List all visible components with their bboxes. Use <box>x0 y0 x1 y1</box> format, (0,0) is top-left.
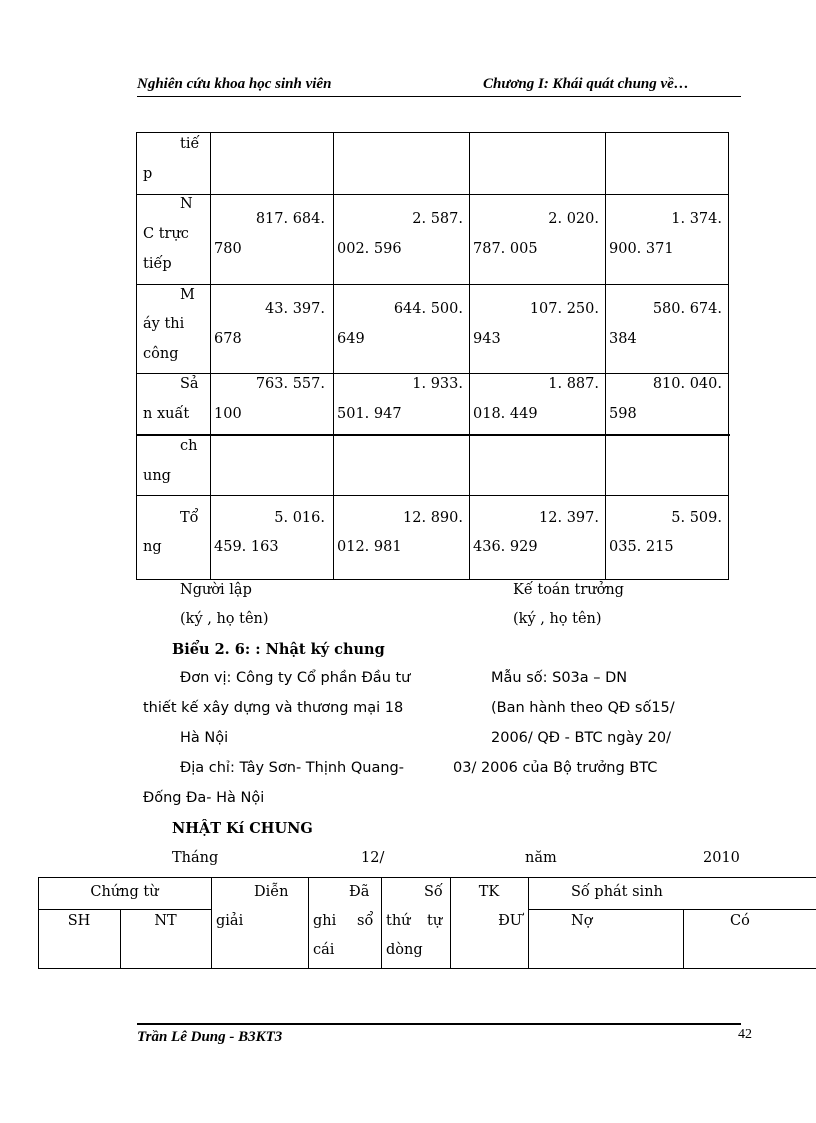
journal-title: NHẬT Kí CHUNG <box>172 820 313 837</box>
row-label: ch <box>180 438 198 454</box>
table-cell: 035. 215 <box>609 539 674 555</box>
table-cell: 810. 040. <box>652 376 722 392</box>
table-cell: 12. 397. <box>539 510 599 526</box>
col-tk-du: ĐƯ <box>498 913 522 929</box>
preparer-title: Người lập <box>180 582 252 598</box>
row-label: Sả <box>180 376 199 392</box>
table-cell: 43. 397. <box>265 301 325 317</box>
unit-line-2: thiết kế xây dựng và thương mại 18 <box>143 700 404 716</box>
row-label: ung <box>143 468 171 484</box>
template-line-2: (Ban hành theo QĐ số15/ <box>491 700 675 716</box>
table-cell: 780 <box>214 241 242 257</box>
unit-line-3: Hà Nội <box>180 730 229 746</box>
header-left: Nghiên cứu khoa học sinh viên <box>137 76 332 92</box>
header-right: Chương I: Khái quát chung về… <box>483 76 689 92</box>
table-cell: 943 <box>473 331 501 347</box>
chief-accountant-title: Kế toán trưởng <box>513 582 624 598</box>
page-number: 42 <box>738 1027 752 1042</box>
col-dien-giai: giải <box>216 913 244 929</box>
col-da-ghi-so-cai: cái <box>313 942 335 958</box>
footer-rule <box>137 1023 741 1025</box>
address-line-2: Đống Đa- Hà Nội <box>143 790 265 806</box>
year-value: 2010 <box>703 850 740 866</box>
table-cell: 100 <box>214 406 242 422</box>
col-da-ghi-so-cai: sổ <box>357 913 374 929</box>
col-co: Có <box>730 913 750 929</box>
template-line-4: 03/ 2006 của Bộ trưởng BTC <box>453 760 658 776</box>
month-value: 12/ <box>361 850 385 866</box>
header-rule <box>137 96 741 97</box>
col-so-phat-sinh: Số phát sinh <box>571 884 663 900</box>
col-da-ghi-so-cai: ghi <box>313 913 337 929</box>
table-cell: 1. 887. <box>548 376 599 392</box>
table-cell: 598 <box>609 406 637 422</box>
col-so-thu-tu-dong: thứ <box>386 913 411 929</box>
template-line-1: Mẫu số: S03a – DN <box>491 670 628 686</box>
col-so-thu-tu-dong: dòng <box>386 942 423 958</box>
col-nt: NT <box>154 913 177 929</box>
table-cell: 763. 557. <box>255 376 325 392</box>
row-label: n xuất <box>143 406 190 422</box>
col-dien-giai: Diễn <box>254 884 289 900</box>
table-cell: 2. 587. <box>412 211 463 227</box>
row-label: M <box>180 287 195 303</box>
address-line-1: Địa chỉ: Tây Sơn- Thịnh Quang- <box>180 760 404 776</box>
table-cell: 501. 947 <box>337 406 402 422</box>
table-cell: 817. 684. <box>255 211 325 227</box>
table-cell: 5. 016. <box>274 510 325 526</box>
row-label: tiế <box>180 136 200 152</box>
table-cell: 649 <box>337 331 365 347</box>
table-cell: 012. 981 <box>337 539 402 555</box>
table-cell: 459. 163 <box>214 539 279 555</box>
col-chung-tu: Chứng từ <box>90 884 159 900</box>
row-label: công <box>143 346 179 362</box>
table-cell: 12. 890. <box>403 510 463 526</box>
col-tk-du: TK <box>478 884 500 900</box>
table-cell: 678 <box>214 331 242 347</box>
table-cell: 018. 449 <box>473 406 538 422</box>
month-label: Tháng <box>172 850 219 866</box>
row-label: áy thi <box>143 316 185 332</box>
table-cell: 900. 371 <box>609 241 674 257</box>
table-cell: 5. 509. <box>671 510 722 526</box>
table-cell: 787. 005 <box>473 241 538 257</box>
form-caption: Biểu 2. 6: : Nhật ký chung <box>172 641 385 658</box>
table-cell: 644. 500. <box>393 301 463 317</box>
year-label: năm <box>525 850 557 866</box>
preparer-note: (ký , họ tên) <box>180 611 269 627</box>
table-cell: 384 <box>609 331 637 347</box>
row-label: tiếp <box>143 256 172 272</box>
row-label: N <box>180 196 193 212</box>
footer-author: Trần Lê Dung - B3KT3 <box>137 1029 283 1045</box>
chief-accountant-note: (ký , họ tên) <box>513 611 602 627</box>
table-cell: 2. 020. <box>548 211 599 227</box>
table-cell: 1. 374. <box>671 211 722 227</box>
table-cell: 436. 929 <box>473 539 538 555</box>
table-cell: 1. 933. <box>412 376 463 392</box>
template-line-3: 2006/ QĐ - BTC ngày 20/ <box>491 730 671 746</box>
col-no: Nợ <box>571 913 593 929</box>
row-label: p <box>143 166 153 182</box>
table-cell: 002. 596 <box>337 241 402 257</box>
row-label: ng <box>143 539 162 555</box>
table-cell: 107. 250. <box>529 301 599 317</box>
col-da-ghi-so-cai: Đã <box>349 884 370 900</box>
col-sh: SH <box>67 913 91 929</box>
col-so-thu-tu-dong: Số <box>424 884 443 900</box>
row-label: C trực <box>143 226 189 242</box>
unit-line-1: Đơn vị: Công ty Cổ phần Đầu tư <box>180 670 411 686</box>
table-cell: 580. 674. <box>652 301 722 317</box>
col-so-thu-tu-dong: tự <box>427 913 443 929</box>
row-label: Tổ <box>180 510 199 526</box>
